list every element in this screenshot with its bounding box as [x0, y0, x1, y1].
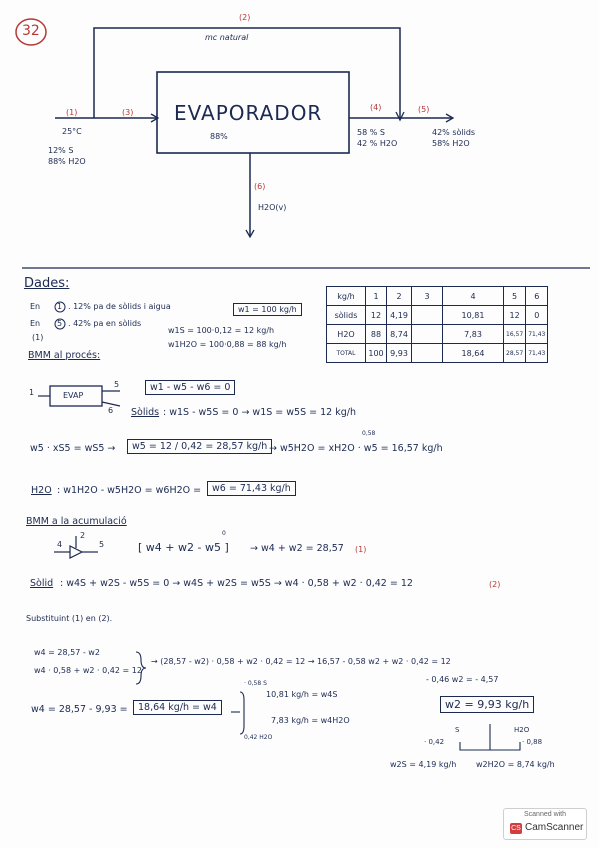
s4-solids: 58 % S	[357, 128, 385, 137]
watermark-line-2: CamScanner	[525, 822, 584, 833]
w1-box: w1 = 100 kg/h	[233, 303, 302, 316]
dades-num-1: 1	[57, 302, 63, 311]
dades-en-2: En	[30, 319, 41, 328]
evap-in-label: 1	[29, 388, 35, 397]
w2h2o-value: w2H2O = 8,74 kg/h	[476, 760, 555, 769]
table-header-cell: 3	[412, 287, 443, 306]
evaporator-label: EVAPORADOR	[174, 101, 323, 125]
s4-water: 42 % H2O	[357, 139, 398, 148]
dades-note: (1)	[32, 333, 44, 342]
w4-split-bot: 7,83 kg/h = w4H2O	[271, 716, 350, 725]
accum-result: → w4 + w2 = 28,57	[250, 543, 344, 554]
s6-composition: H2O(v)	[258, 203, 287, 212]
evaporator-sublabel: 88%	[210, 132, 228, 141]
table-header-cell: 6	[526, 287, 548, 306]
table-cell: 100	[366, 344, 387, 363]
table-cell: 0	[526, 306, 548, 325]
node-in4-label: 4	[57, 540, 63, 549]
table-cell	[412, 306, 443, 325]
table-cell: 16,57	[504, 325, 526, 344]
problem-number: 32	[22, 23, 40, 39]
table-header-cell: 2	[387, 287, 412, 306]
stream-4-number: (4)	[370, 103, 382, 112]
stream-5-number: (5)	[418, 105, 430, 114]
table-cell: sòlids	[327, 306, 366, 325]
table-header-row	[327, 287, 548, 306]
solid-balance-eq: : w4S + w2S - w5S = 0 → w4S + w2S = w5S → w4 · 0,58 + w2 · 0,42 = 12	[60, 578, 413, 589]
table-cell: 12	[504, 306, 526, 325]
table-header-cell: kg/h	[327, 287, 366, 306]
s5-water: 58% H2O	[432, 139, 470, 148]
accum-eq: [ w4 + w2 - w5 ]	[138, 541, 229, 554]
balance-table	[326, 286, 548, 363]
w5-box: w5 = 12 / 0,42 = 28,57 kg/h	[127, 439, 272, 454]
solid-balance-tag: (2)	[489, 580, 501, 589]
node-out5-label: 5	[99, 540, 105, 549]
w4-split-top: 10,81 kg/h = w4S	[266, 690, 338, 699]
w2-frac-s: · 0,42	[424, 738, 445, 746]
evap-out5-label: 5	[114, 380, 120, 389]
w4-box: 18,64 kg/h = w4	[133, 700, 222, 715]
solid-balance-label: Sòlid	[30, 578, 54, 589]
table-cell: 10,81	[443, 306, 504, 325]
dades-line-1: . 12% pa de sòlids i aigua	[68, 302, 171, 311]
table-cell: 8,74	[387, 325, 412, 344]
evap-mini-label: EVAP	[63, 391, 84, 400]
table-cell: 71,43	[526, 325, 548, 344]
bmm-acumulacio-heading: BMM a la acumulació	[26, 516, 127, 527]
table-header-cell: 1	[366, 287, 387, 306]
table-cell: TOTAL	[327, 344, 366, 363]
solids-label: Sòlids	[131, 407, 160, 418]
dades-line-2: . 42% pa en sòlids	[68, 319, 142, 328]
table-cell	[412, 325, 443, 344]
w1s-eq: w1S = 100·0,12 = 12 kg/h	[168, 326, 275, 335]
h2o-label: H2O	[31, 485, 52, 496]
feed-water: 88% H2O	[48, 157, 86, 166]
table-cell: 9,93	[387, 344, 412, 363]
global-balance-box: w1 - w5 - w6 = 0	[145, 380, 235, 395]
w5-sup: 0,58	[362, 430, 376, 437]
w6-box: w6 = 71,43 kg/h	[207, 481, 296, 496]
table-row	[327, 344, 548, 363]
camscanner-watermark	[503, 808, 587, 840]
table-cell: H2O	[327, 325, 366, 344]
table-cell	[412, 344, 443, 363]
table-cell: 4,19	[387, 306, 412, 325]
table-cell: 28,57	[504, 344, 526, 363]
dades-en-1: En	[30, 302, 41, 311]
stream-3-number: (3)	[122, 108, 134, 117]
w2-box: w2 = 9,93 kg/h	[440, 696, 534, 713]
bmm-proces-heading: BMM al procés:	[28, 350, 101, 361]
dades-num-2: 5	[57, 319, 63, 328]
table-header-cell: 4	[443, 287, 504, 306]
top-stream-text: mc natural	[205, 33, 249, 42]
stream-1-number: (1)	[66, 108, 78, 117]
table-row	[327, 325, 548, 344]
camscanner-logo-icon: CS	[511, 825, 521, 832]
system-eq-1: w4 = 28,57 - w2	[34, 648, 100, 657]
table-row	[327, 306, 548, 325]
table-cell: 12	[366, 306, 387, 325]
feed-solids: 12% S	[48, 146, 74, 155]
w4-split-bot-frac: 0,42 H2O	[244, 734, 273, 741]
substitution-chain: → (28,57 - w2) · 0,58 + w2 · 0,42 = 12 → 16,57 - 0,58 w2 + w2 · 0,42 = 12	[151, 657, 451, 666]
table-header-cell: 5	[504, 287, 526, 306]
stream-6-number: (6)	[254, 182, 266, 191]
evap-out6-label: 6	[108, 406, 114, 415]
table-cell: 7,83	[443, 325, 504, 344]
solids-eq: : w1S - w5S = 0 → w1S = w5S = 12 kg/h	[163, 407, 356, 418]
s5-solids: 42% sòlids	[432, 128, 476, 137]
w2-split-h2o: H2O	[514, 726, 530, 734]
dades-heading: Dades:	[24, 276, 70, 291]
table-cell: 71,43	[526, 344, 548, 363]
feed-temperature: 25°C	[62, 127, 82, 136]
w4-eq: w4 = 28,57 - 9,93 =	[31, 704, 128, 715]
w5-eq-right: → w5H2O = xH2O · w5 = 16,57 kg/h	[269, 443, 443, 454]
accum-sup: 0	[222, 530, 226, 537]
w4-split-top-frac: · 0,58 S	[244, 680, 267, 687]
table-cell: 88	[366, 325, 387, 344]
w1h2o-eq: w1H2O = 100·0,88 = 88 kg/h	[168, 340, 287, 349]
watermark-line-1: Scanned with	[523, 811, 567, 818]
substitution-chain-2: - 0,46 w2 = - 4,57	[426, 675, 499, 684]
system-eq-2: w4 · 0,58 + w2 · 0,42 = 12	[34, 666, 142, 675]
substitution-heading: Substituint (1) en (2).	[26, 614, 113, 623]
stream-2-number: (2)	[239, 13, 251, 22]
h2o-eq: : w1H2O - w5H2O = w6H2O =	[57, 485, 202, 496]
w2s-value: w2S = 4,19 kg/h	[390, 760, 457, 769]
accum-eq-tag: (1)	[355, 545, 367, 554]
node-in2-label: 2	[80, 531, 86, 540]
table-cell: 18,64	[443, 344, 504, 363]
w2-frac-h2o: · 0,88	[522, 738, 543, 746]
w2-split-s: S	[455, 726, 460, 734]
w5-eq-left: w5 · xS5 = wS5 →	[30, 443, 116, 454]
